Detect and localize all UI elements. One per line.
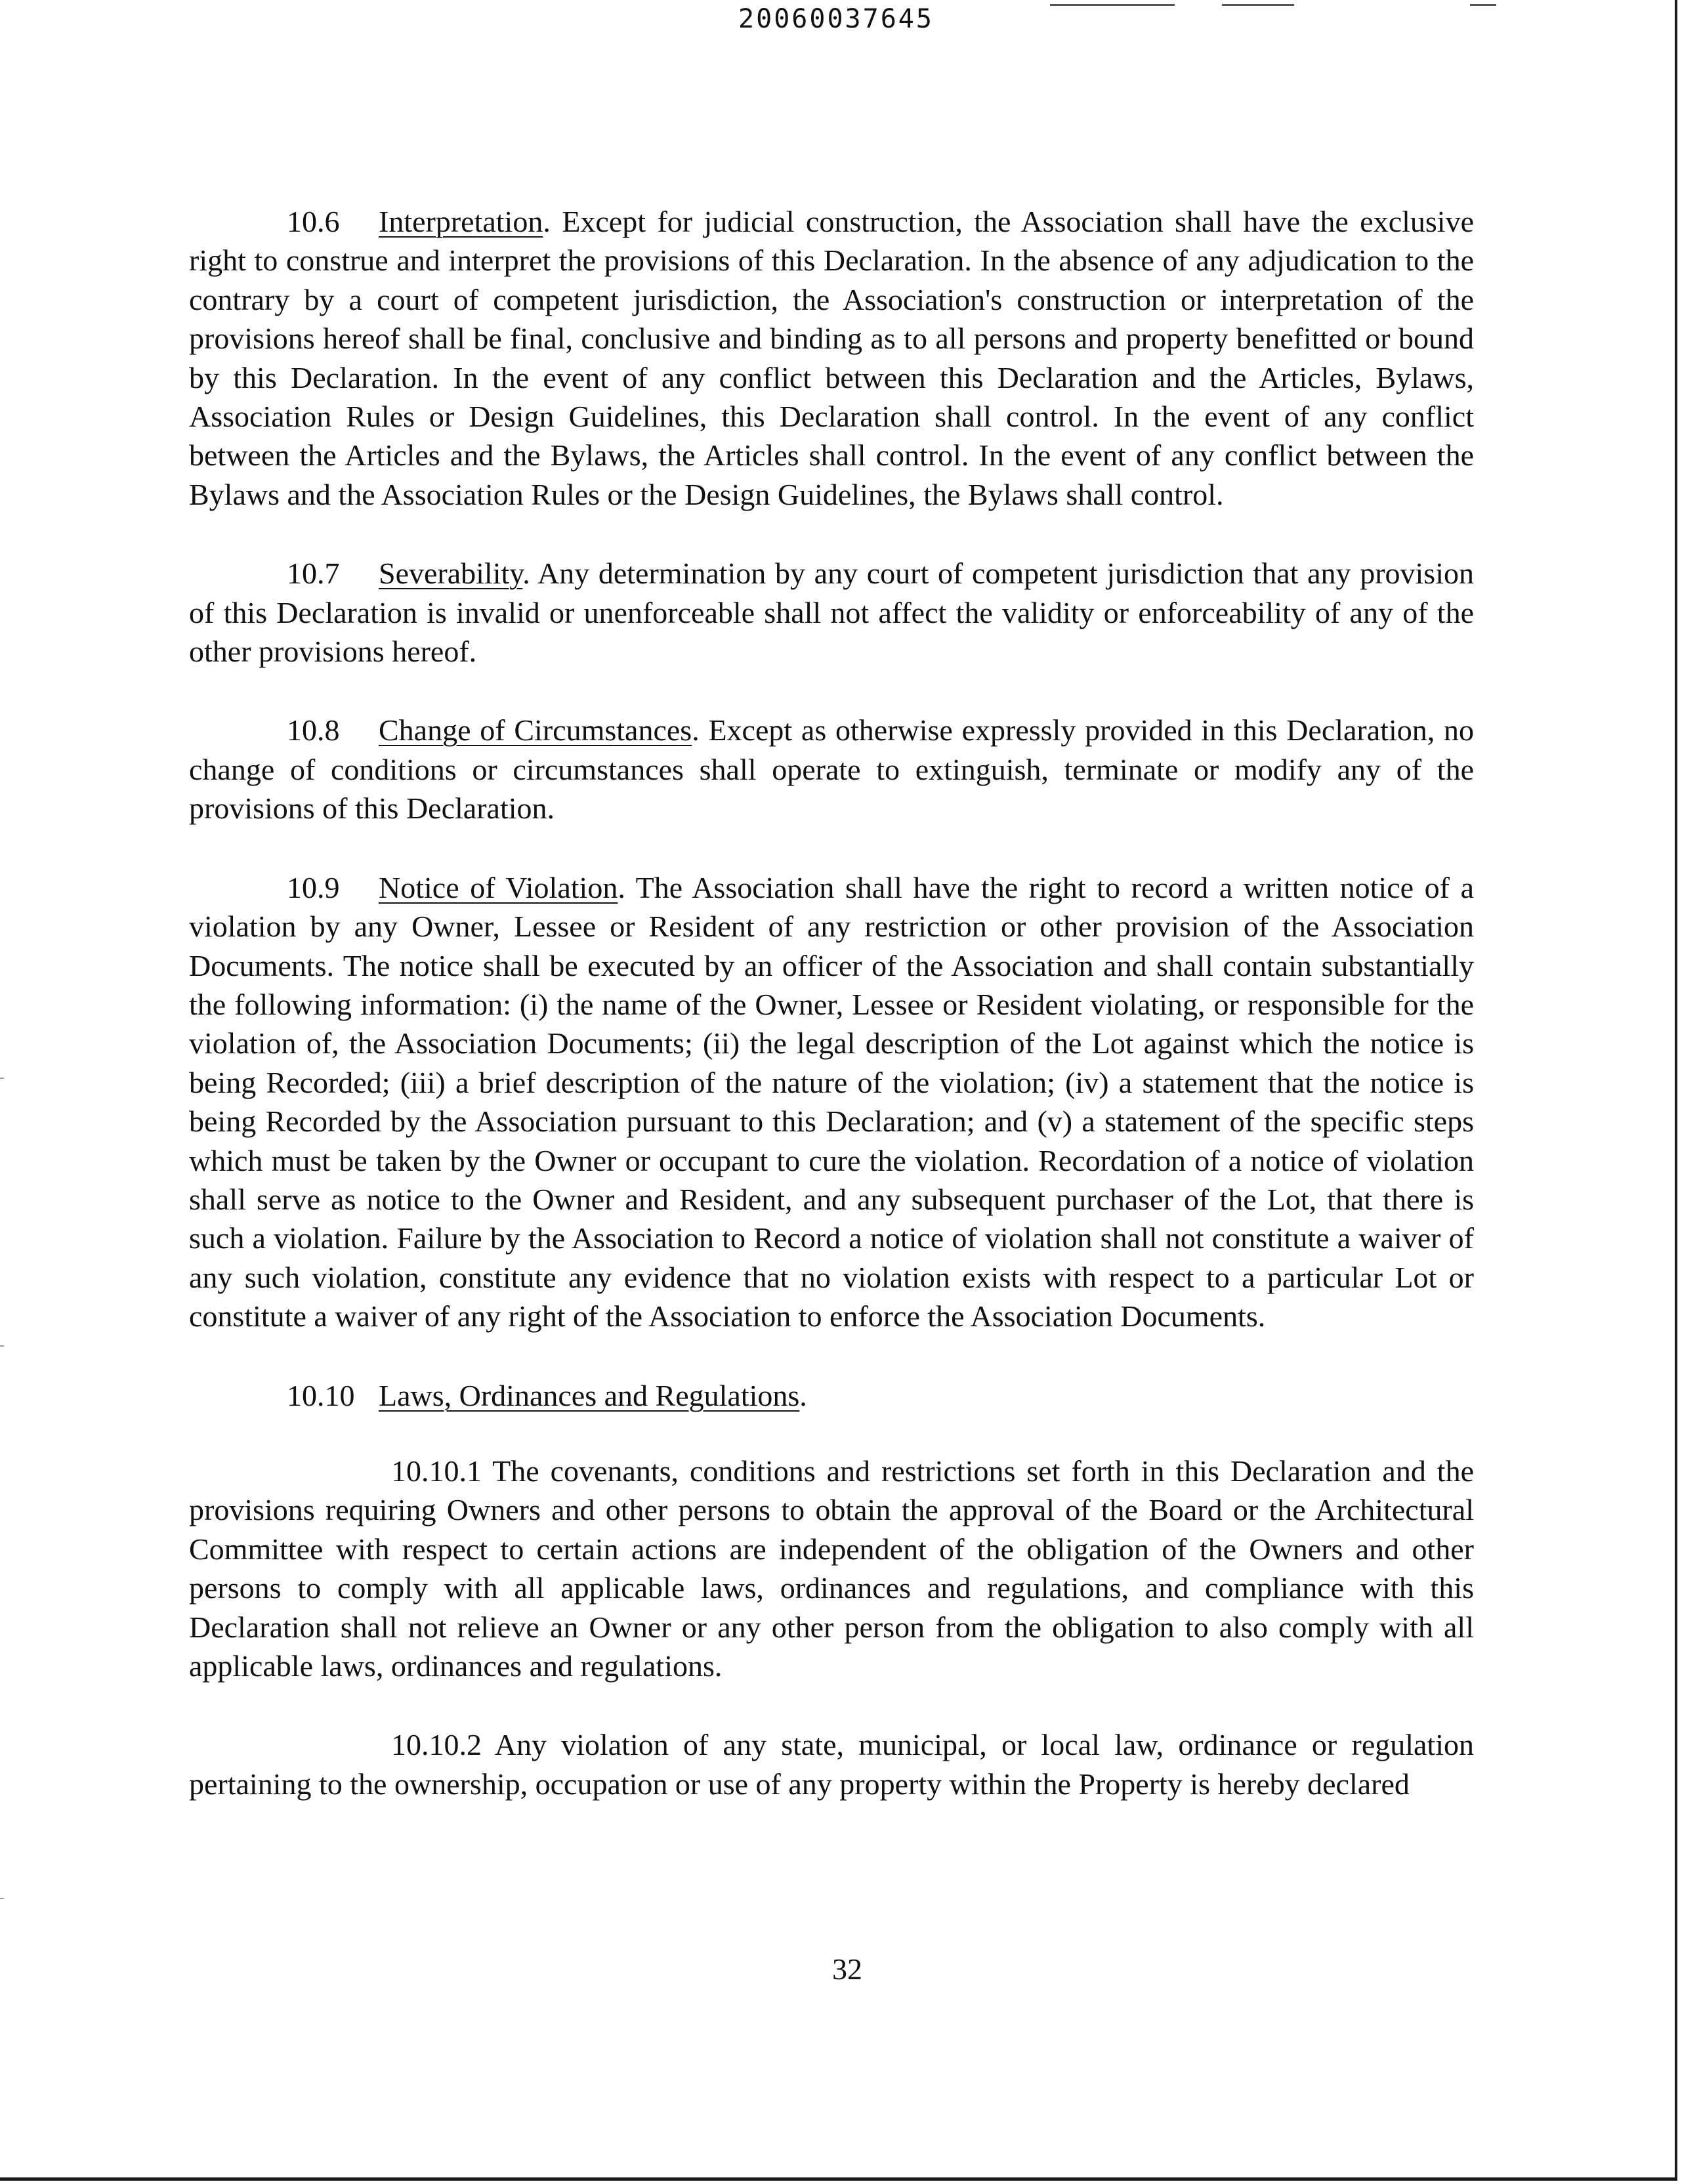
section-text: . Except for judicial construction, the Association shall have the exclusive right to construe and interpret the provisions of this Declaration. In the absence of any adjudication to the contrary by a court of competent jurisdiction, the Association's construction or interpretation of the provisions hereof shall be final, conclusive and binding as to all persons and property benefitted or bound by this Declaration. In the event of any conflict between this Declaration and the Articles, Bylaws, Association Rules or Design Guidelines, this Declaration shall control. In the event of any conflict between the Articles and the Bylaws, the Articles shall control. In the event of any conflict between the Bylaws and the Association Rules or the Design Guidelines, the Bylaws shall control.: [189, 205, 1474, 511]
section-heading: Laws, Ordinances and Regulations: [379, 1378, 800, 1412]
page-number: 32: [832, 1952, 862, 1986]
subsection-10-10-1: [189, 1452, 1474, 1685]
subsection-10-10-2: [189, 1725, 1474, 1803]
section-number: 10.7: [287, 556, 340, 591]
subsection-text: The covenants, conditions and restrictions set forth in this Declaration and the provisions requiring Owners and other persons to obtain the approval of the Board or the Architectural Committee with respect to certain actions are independent of the obligation of the Owners and other persons to comply with all applicable laws, ordinances and regulations, and compliance with this Declaration shall not relieve an Owner or any other person from the obligation to also comply with all applicable laws, ordinances and regulations.: [189, 1454, 1475, 1683]
section-heading: Change of Circumstances: [379, 713, 692, 747]
page-border-right: [1675, 0, 1677, 2180]
section-text: . Any determination by any court of competent jurisdiction that any provision of this Declaration is invalid or unenforceable shall not affect the validity or enforceability of any of the other provisions hereof.: [189, 556, 1474, 669]
section-text: . Except as otherwise expressly provided in this Declaration, no change of conditions or circumstances shall operate to extinguish, terminate or modify any of the provisions of this Declaration.: [189, 713, 1474, 826]
document-body: [189, 202, 1474, 1843]
scan-artifact: [0, 1898, 4, 1899]
page-border-bottom: [0, 2177, 1677, 2181]
section-heading: Notice of Violation: [379, 870, 618, 904]
section-text: .: [799, 1378, 807, 1412]
subsection-text: Any violation of any state, municipal, or local law, ordinance or regulation pertaining to the ownership, occupation or use of any property within the Property is hereby declared: [189, 1728, 1474, 1801]
section-10-6: [189, 202, 1474, 514]
section-heading: Severability: [379, 556, 523, 591]
section-number: 10.10: [287, 1378, 355, 1412]
section-10-7: [189, 554, 1474, 671]
section-number: 10.8: [287, 713, 340, 747]
section-10-9: [189, 868, 1474, 1336]
section-text: . The Association shall have the right to record a written notice of a violation by any Owner, Lessee or Resident of any restriction or other provision of the Association Documents. The notice shall be executed by an officer of the Association and shall contain substantially the following information: (i) the name of the Owner, Lessee or Resident violating, or responsible for the violation of, the Association Documents; (ii) the legal description of the Lot against which the notice is being Recorded; (iii) a brief description of the nature of the violation; (iv) a statement that the notice is being Recorded by the Association pursuant to this Declaration; and (v) a statement of the specific steps which must be taken by the Owner or occupant to cure the violation. Recordation of a notice of violation shall serve as notice to the Owner and Resident, and any subsequent purchaser of the Lot, that there is such a violation. Failure by the Association to Record a notice of violation shall not constitute a waiver of any such violation, constitute any evidence that no violation exists with respect to a particular Lot or constitute a waiver of any right of the Association to enforce the Association Documents.: [189, 870, 1474, 1334]
section-10-10: [189, 1376, 1474, 1415]
subsection-number: 10.10.2: [391, 1728, 482, 1762]
scan-artifact: [1222, 4, 1294, 6]
document-number: 20060037645: [738, 4, 934, 34]
subsection-number: 10.10.1: [391, 1454, 482, 1488]
section-number: 10.6: [287, 205, 340, 238]
section-10-8: [189, 711, 1474, 828]
scan-artifact: [0, 1078, 4, 1079]
section-heading: Interpretation: [379, 205, 543, 238]
section-number: 10.9: [287, 870, 340, 904]
scan-artifact: [1470, 4, 1496, 6]
scan-artifact: [1050, 4, 1175, 6]
scan-artifact: [0, 1345, 4, 1347]
